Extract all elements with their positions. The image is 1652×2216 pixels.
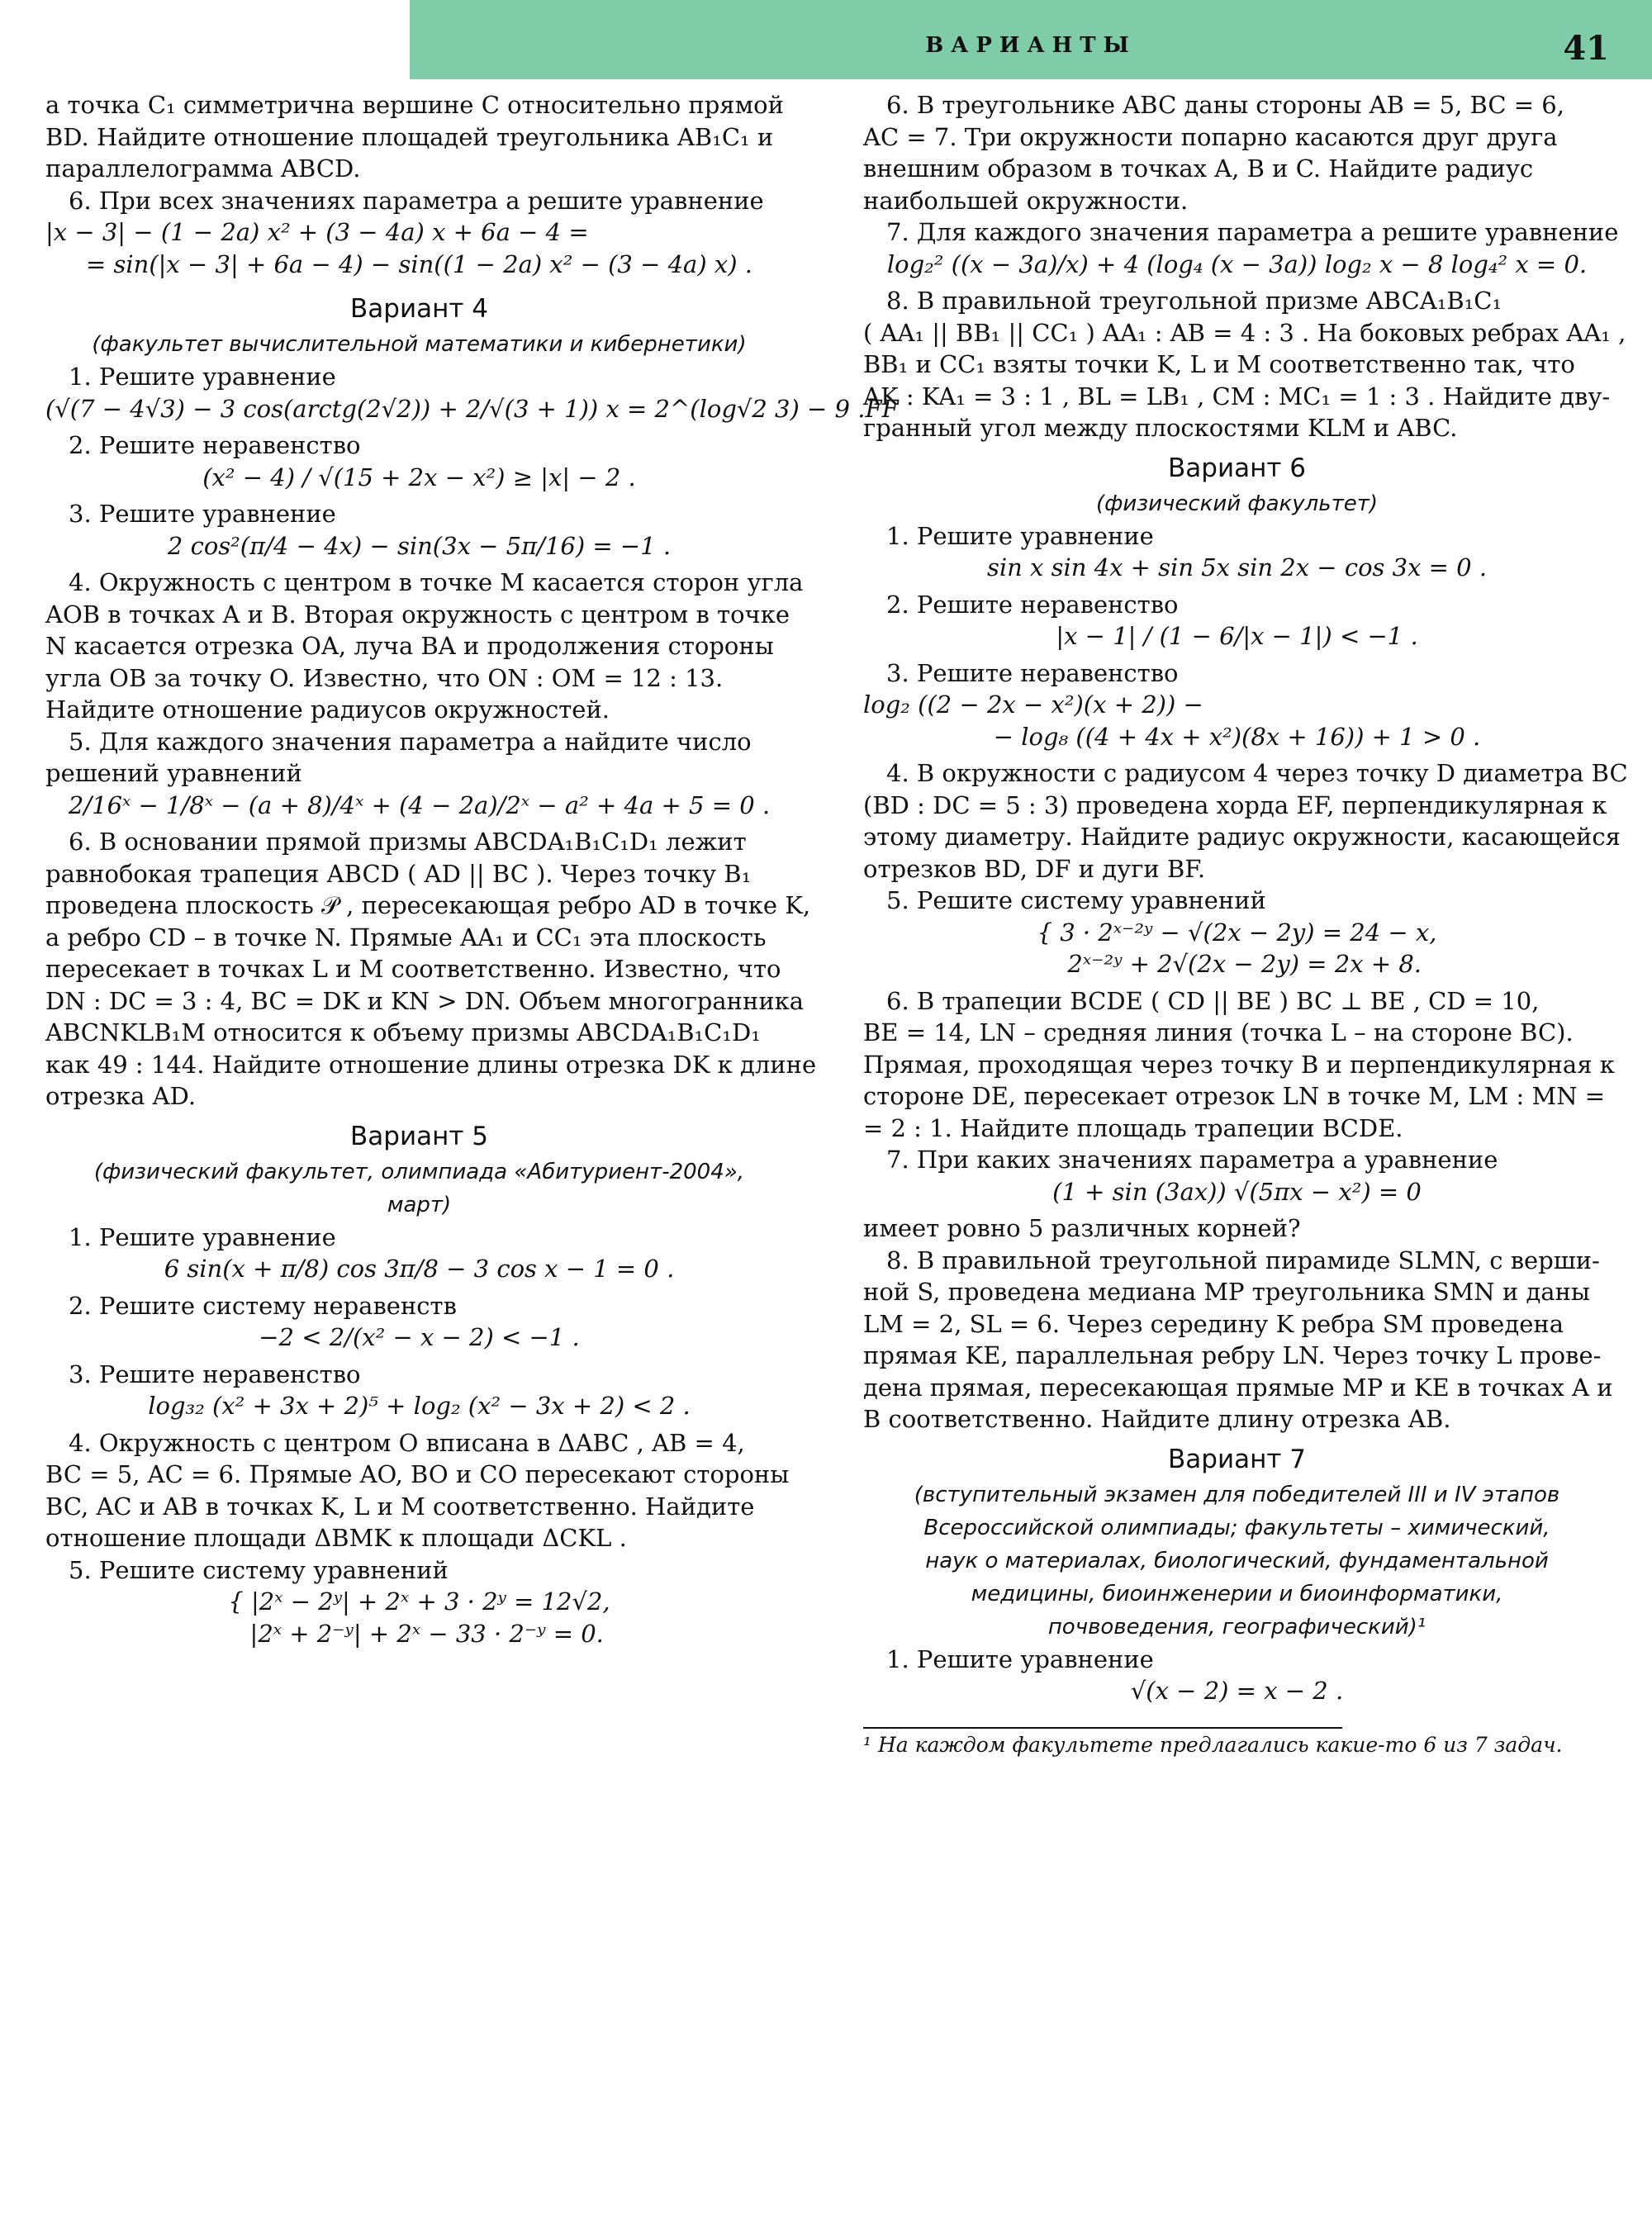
text-line: ной S, проведена медиана MP треугольника SMN и даны bbox=[863, 1278, 1590, 1306]
formula-line: log₂² ((x − 3a)/x) + 4 (log₄ (x − 3a)) log₂ x − 8 log₄² x = 0. bbox=[886, 249, 1588, 278]
problem-start-line: 4. Окружность с центром O вписана в ΔABC , AB = 4, bbox=[69, 1428, 745, 1457]
formula-line: log₃₂ (x² + 3x + 2)⁵ + log₂ (x² − 3x + 2) < 2 . bbox=[148, 1392, 691, 1420]
text-line: BB₁ и CC₁ взяты точки K, L и M соответственно так, что bbox=[863, 350, 1575, 378]
formula-line: = sin(|x − 3| + 6a − 4) − sin((1 − 2a) x² − (3 − 4a) x) . bbox=[86, 249, 752, 278]
problem-start-line: 1. Решите уравнение bbox=[886, 1644, 1154, 1673]
text-line: этому диаметру. Найдите радиус окружности, касающейся bbox=[863, 823, 1621, 851]
text-line: имеет ровно 5 различных корней? bbox=[863, 1214, 1301, 1242]
text-line: угла OB за точку O. Известно, что ON : OM = 12 : 13. bbox=[45, 663, 724, 692]
problem-start-line: 8. В правильной треугольной пирамиде SLMN, с верши- bbox=[886, 1246, 1600, 1274]
text-line: ( AA₁ || BB₁ || CC₁ ) AA₁ : AB = 4 : 3 . На боковых ребрах AA₁ , bbox=[863, 318, 1626, 347]
faculty-note: почвоведения, географический)¹ bbox=[1047, 1614, 1427, 1639]
spacer bbox=[863, 1707, 1611, 1712]
problem-start-line: 4. Окружность с центром в точке M касается сторон угла bbox=[69, 568, 804, 596]
variant-heading: Вариант 4 bbox=[350, 294, 488, 324]
text-line: а ребро CD – в точке N. Прямые AA₁ и CC₁ эта плоскость bbox=[45, 923, 767, 951]
problem-start-line: 7. При каких значениях параметра a уравнение bbox=[886, 1146, 1498, 1174]
text-line: = 2 : 1. Найдите площадь трапеции BCDE. bbox=[863, 1113, 1403, 1142]
text-line: AC = 7. Три окружности попарно касаются друг друга bbox=[863, 122, 1558, 151]
variant-heading: Вариант 6 bbox=[1168, 453, 1306, 483]
variant-heading: Вариант 7 bbox=[1168, 1444, 1306, 1474]
formula-line: 2/16ˣ − 1/8ˣ − (a + 8)/4ˣ + (4 − 2a)/2ˣ − a² + 4a + 5 = 0 . bbox=[68, 790, 771, 819]
formula-line: (√(7 − 4√3) − 3 cos(arctg(2√2)) + 2/√(3 + 1)) x = 2^(log√2 3) − 9 .FF bbox=[45, 394, 899, 423]
text-line: BE = 14, LN – средняя линия (точка L – на стороне BC). bbox=[863, 1018, 1574, 1046]
text-line: AK : KA₁ = 3 : 1 , BL = LB₁ , CM : MC₁ = 1 : 3 . Найдите дву- bbox=[863, 382, 1611, 410]
text-line: параллелограмма ABCD. bbox=[45, 154, 361, 183]
right-column bbox=[863, 89, 1628, 1762]
text-line: равнобокая трапеция ABCD ( AD || BC ). Через точку B₁ bbox=[45, 859, 752, 888]
faculty-note: (физический факультет) bbox=[1095, 491, 1379, 516]
problem-start-line: 1. Решите уравнение bbox=[69, 363, 336, 391]
problem-start-line: 3. Решите неравенство bbox=[69, 1359, 361, 1388]
problem-start-line: 4. В окружности с радиусом 4 через точку D диаметра BC bbox=[886, 759, 1628, 787]
text-line: отношение площади ΔBMK к площади ΔCKL . bbox=[45, 1524, 627, 1552]
text-line: гранный угол между плоскостями KLM и ABC. bbox=[863, 414, 1458, 442]
left-column bbox=[45, 89, 899, 1649]
variant-heading: Вариант 5 bbox=[350, 1121, 488, 1151]
text-line: BC, AC и AB в точках K, L и M соответственно. Найдите bbox=[45, 1492, 755, 1521]
formula-line: 2ˣ⁻²ʸ + 2√(2x − 2y) = 2x + 8. bbox=[1051, 950, 1422, 978]
text-line: решений уравнений bbox=[45, 759, 302, 787]
problem-start-line: 6. При всех значениях параметра a решите уравнение bbox=[69, 186, 764, 215]
text-line: BC = 5, AC = 6. Прямые AO, BO и CO пересекают стороны bbox=[45, 1460, 790, 1488]
formula-line: 6 sin(x + π/8) cos 3π/8 − 3 cos x − 1 = 0 . bbox=[164, 1255, 675, 1283]
problem-start-line: 2. Решите систему неравенств bbox=[69, 1291, 457, 1320]
text-line: N касается отрезка OA, луча BA и продолжения стороны bbox=[45, 632, 774, 660]
faculty-note: (вступительный экзамен для победителей III и IV этапов bbox=[914, 1482, 1560, 1507]
text-line: DN : DC = 3 : 4, BC = DK и KN > DN. Объем многогранника bbox=[45, 986, 805, 1015]
faculty-note: март) bbox=[387, 1192, 452, 1217]
text-line: наибольшей окружности. bbox=[863, 186, 1189, 215]
formula-line: sin x sin 4x + sin 5x sin 2x − cos 3x = 0 . bbox=[986, 553, 1488, 581]
text-line: (BD : DC = 5 : 3) проведена хорда EF, перпендикулярная к bbox=[863, 790, 1607, 819]
problem-start-line: 5. Решите систему уравнений bbox=[69, 1555, 449, 1584]
formula-line: { |2ˣ − 2ʸ| + 2ˣ + 3 · 2ʸ = 12√2, bbox=[228, 1587, 610, 1616]
problem-start-line: 1. Решите уравнение bbox=[886, 521, 1154, 550]
formula-line: −2 < 2/(x² − x − 2) < −1 . bbox=[259, 1323, 580, 1351]
text-line: дена прямая, пересекающая прямые MP и KE в точках A и bbox=[863, 1373, 1613, 1402]
header-bar bbox=[410, 0, 1652, 79]
faculty-note: медицины, биоинженерии и биоинформатики, bbox=[971, 1581, 1503, 1606]
page-number: 41 bbox=[1563, 29, 1609, 68]
text-line: BD. Найдите отношение площадей треугольника AB₁C₁ и bbox=[45, 122, 774, 151]
formula-line: log₂ ((2 − 2x − x²)(x + 2)) − bbox=[863, 690, 1203, 719]
faculty-note: (факультет вычислительной математики и кибернетики) bbox=[92, 332, 747, 357]
text-line: стороне DE, пересекает отрезок LN в точке M, LM : MN = bbox=[863, 1082, 1606, 1110]
text-line: отрезков BD, DF и дуги BF. bbox=[863, 854, 1206, 883]
faculty-note: Всероссийской олимпиады; факультеты – химический, bbox=[923, 1515, 1550, 1540]
text-line: B соответственно. Найдите длину отрезка AB. bbox=[863, 1405, 1451, 1433]
running-title: ВАРИАНТЫ bbox=[925, 33, 1137, 58]
text-line: как 49 : 144. Найдите отношение длины отрезка DK к длине bbox=[45, 1050, 817, 1079]
problem-start-line: 5. Решите систему уравнений bbox=[886, 886, 1266, 914]
text-line: Прямая, проходящая через точку B и перпендикулярная к bbox=[863, 1050, 1615, 1079]
formula-line: √(x − 2) = x − 2 . bbox=[1130, 1677, 1344, 1705]
text-line: Найдите отношение радиусов окружностей. bbox=[45, 695, 610, 724]
formula-line: 2 cos²(π/4 − 4x) − sin(3x − 5π/16) = −1 . bbox=[167, 531, 672, 560]
formula-line: |2ˣ + 2⁻ʸ| + 2ˣ − 33 · 2⁻ʸ = 0. bbox=[235, 1619, 604, 1648]
text-line: AOB в точках A и B. Вторая окружность с центром в точке bbox=[45, 600, 790, 629]
text-line: внешним образом в точках A, B и C. Найдите радиус bbox=[863, 154, 1534, 183]
text-line: а точка C₁ симметрична вершине C относительно прямой bbox=[45, 91, 784, 119]
problem-start-line: 6. В треугольнике ABC даны стороны AB = 5, BC = 6, bbox=[886, 91, 1564, 119]
problem-start-line: 2. Решите неравенство bbox=[886, 590, 1179, 619]
text-line: проведена плоскость 𝒫 , пересекающая ребро AD в точке K, bbox=[45, 891, 811, 919]
text-line: пересекает в точках L и M соответственно. Известно, что bbox=[45, 955, 781, 983]
footnote: ¹ На каждом факультете предлагались какие-то 6 из 7 задач. bbox=[863, 1732, 1563, 1757]
problem-start-line: 5. Для каждого значения параметра a найдите число bbox=[69, 727, 752, 756]
faculty-note: наук о материалах, биологический, фундаментальной bbox=[925, 1548, 1549, 1573]
text-line: прямая KE, параллельная ребру LN. Через точку L прове- bbox=[863, 1341, 1602, 1369]
text-line: отрезка AD. bbox=[45, 1082, 197, 1110]
spacer bbox=[45, 280, 793, 285]
problem-start-line: 2. Решите неравенство bbox=[69, 431, 361, 459]
problem-start-line: 1. Решите уравнение bbox=[69, 1222, 336, 1251]
formula-line: (x² − 4) / √(15 + 2x − x²) ≥ |x| − 2 . bbox=[202, 463, 636, 491]
problem-start-line: 6. В основании прямой призмы ABCDA₁B₁C₁D₁ лежит bbox=[69, 828, 747, 856]
formula-line: |x − 1| / (1 − 6/|x − 1|) < −1 . bbox=[1056, 622, 1418, 650]
formula-line: − log₈ ((4 + 4x + x²)(8x + 16)) + 1 > 0 . bbox=[993, 722, 1481, 751]
text-line: LM = 2, SL = 6. Через середину K ребра SM проведена bbox=[863, 1309, 1564, 1338]
formula-line: { 3 · 2ˣ⁻²ʸ − √(2x − 2y) = 24 − x, bbox=[1037, 918, 1437, 947]
problem-start-line: 7. Для каждого значения параметра a решите уравнение bbox=[886, 218, 1619, 246]
text-line: ABCNKLB₁M относится к объему призмы ABCDA₁B₁C₁D₁ bbox=[45, 1018, 761, 1046]
formula-line: (1 + sin (3ax)) √(5πx − x²) = 0 bbox=[1052, 1177, 1422, 1206]
problem-start-line: 6. В трапеции BCDE ( CD || BE ) BC ⊥ BE , CD = 10, bbox=[886, 986, 1540, 1015]
problem-start-line: 8. В правильной треугольной призме ABCA₁B₁C₁ bbox=[886, 287, 1502, 315]
faculty-note: (физический факультет, олимпиада «Абитуриент-2004», bbox=[93, 1159, 745, 1184]
formula-line: |x − 3| − (1 − 2a) x² + (3 − 4a) x + 6a − 4 = bbox=[45, 218, 589, 246]
problem-start-line: 3. Решите неравенство bbox=[886, 658, 1179, 687]
problem-start-line: 3. Решите уравнение bbox=[69, 500, 336, 528]
